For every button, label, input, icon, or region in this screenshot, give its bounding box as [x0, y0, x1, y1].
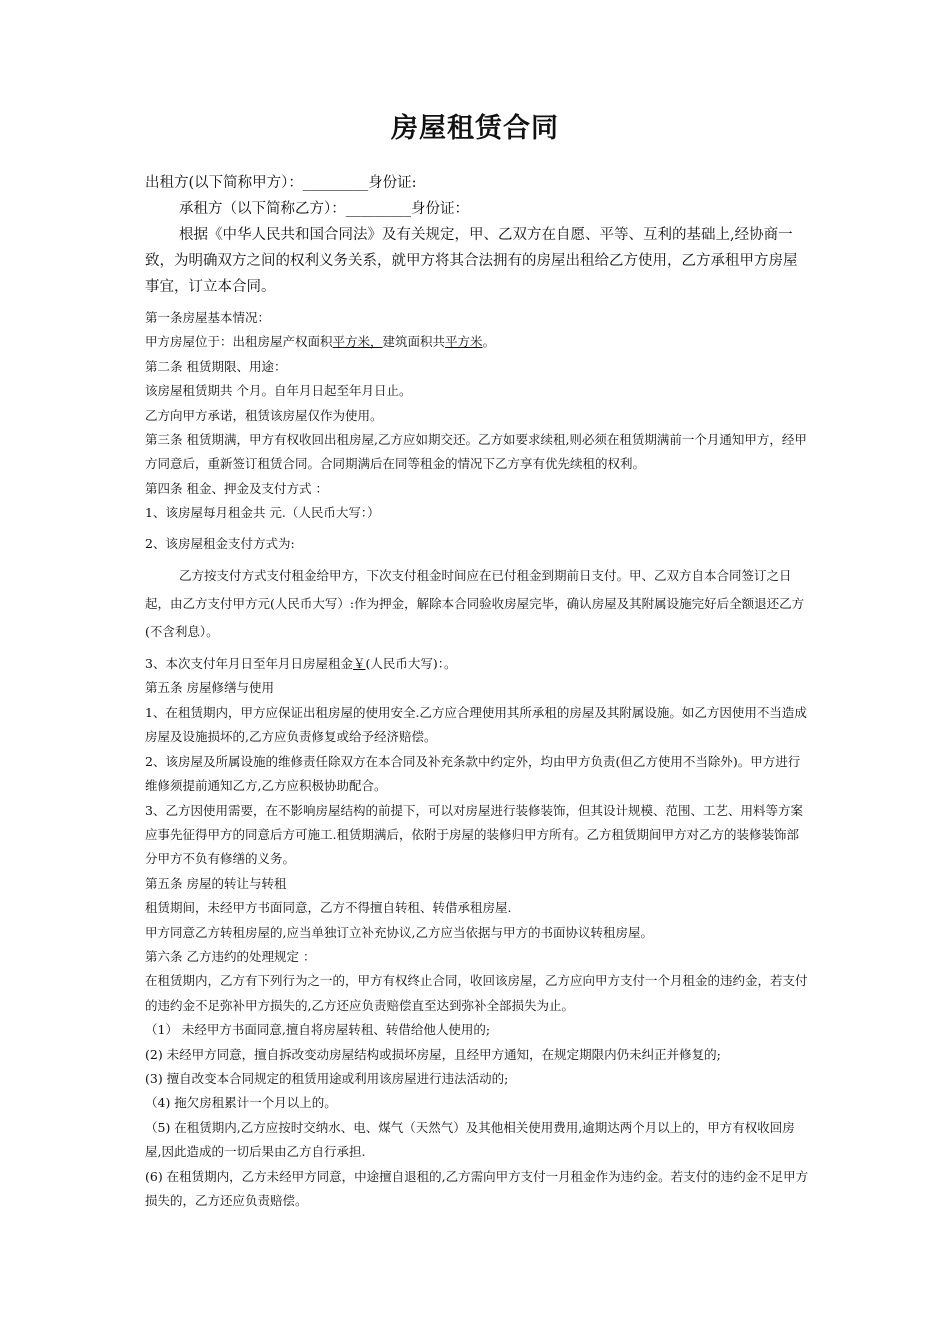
article-6-title: 第六条 乙方违约的处理规定 ：: [145, 948, 316, 964]
article-4-item-1: 1、该房屋每月租金共 元.（人民币大写：）: [145, 505, 380, 521]
article-5-title: 第五条 房屋修缮与使用: [145, 680, 274, 696]
document-body: [145, 170, 810, 1213]
article-6-paragraph: 在租赁期内，乙方有下列行为之一的，甲方有权终止合同，收回该房屋，乙方应向甲方支付一个月租金的违约金，若支付的违约金不足弥补甲方损失的,乙方还应负责赔偿直至达到弥补全部损失为止。: [145, 973, 808, 1013]
article-5b-item-2: 甲方同意乙方转租房屋的,应当单独订立补充协议,乙方应当依据与甲方的书面协议转租房屋。: [145, 924, 653, 940]
article-4-item-3-text-a: 3、本次支付年月日至年月日房屋租金: [145, 656, 353, 672]
article-6-item-4: （4) 拖欠房租累计一个月以上的。: [145, 1095, 337, 1111]
article-5-item-2: 2、该房屋及所属设施的维修责任除双方在本合同及补充条款中约定外，均由甲方负责(但乙方使用不当除外)。甲方进行维修须提前通知乙方,乙方应积极协助配合。: [145, 753, 801, 794]
document-title: 房屋租赁合同: [391, 113, 559, 144]
article-2-use: 乙方向甲方承诺，租赁该房屋仅作为使用。: [145, 407, 383, 423]
article-4-item-2: 2、该房屋租金支付方式为:: [145, 535, 295, 551]
yuan-symbol: ￥: [352, 656, 366, 672]
preamble-paragraph: 根据《中华人民共和国合同法》及有关规定，甲、乙双方在自愿、平等、互利的基础上,经协商一致，为明确双方之间的权利义务关系，就甲方将其合法拥有的房屋出租给乙方使用，乙方承租甲方房屋事宜，订立本合同。: [145, 227, 798, 295]
article-6-item-6: (6) 在租赁期内，乙方未经甲方同意，中途擅自退租的,乙方需向甲方支付一月租金作为违约金。若支付的违约金不足甲方损失的，乙方还应负责赔偿。: [145, 1168, 809, 1208]
article-1-line: [145, 330, 810, 354]
lessee-line: 承租方（以下简称乙方）：_________身份证：: [179, 201, 469, 217]
article-4-item-3: [145, 652, 810, 676]
article-6-item-1: （1） 未经甲方书面同意,擅自将房屋转租、转借给他人使用的;: [145, 1022, 491, 1038]
article-4-payment-paragraph: 乙方按支付方式支付租金给甲方，下次支付租金时间应在已付租金到期前日支付。甲、乙双方自本合同签订之日起，由乙方支付甲方元(人民币大写）:作为押金，解除本合同验收房屋完毕，确认房屋及其附属设施完好后全额退还乙方(不含利息）。: [145, 568, 805, 640]
article-1-text-a: 甲方房屋位于：出租房屋产权面积: [145, 334, 333, 350]
article-6-item-5: （5) 在租赁期内,乙方应按时交纳水、电、煤气（天然气）及其他相关使用费用,逾期达两个月以上的，甲方有权收回房屋,因此造成的一切后果由乙方自行承担.: [145, 1119, 795, 1160]
article-1-text-b: 建筑面积共: [382, 334, 446, 350]
article-5b-title: 第五条 房屋的转让与转租: [145, 875, 287, 891]
article-2-title: 第二条 租赁期限、用途：: [145, 358, 287, 374]
article-6-item-2: (2) 未经甲方同意，擅自拆改变动房屋结构或损坏房屋，且经甲方通知，在规定期限内仍未纠正并修复的;: [145, 1046, 721, 1062]
article-3-paragraph: 第三条 租赁期满，甲方有权收回出租房屋,乙方应如期交还。乙方如要求续租,则必须在租赁期满前一个月通知甲方，经甲方同意后，重新签订租赁合同。合同期满后在同等租金的情况下乙方享有优先续租的权利。: [145, 432, 807, 472]
article-1-underline-2: 平方米: [445, 334, 483, 350]
article-4-title: 第四条 租金、押金及支付方式 ：: [145, 480, 328, 496]
article-1-title: 第一条房屋基本情况：: [145, 310, 271, 325]
article-1-underline-1: 平方米，: [332, 334, 383, 350]
article-5b-item-1: 租赁期间，未经甲方书面同意，乙方不得擅自转租、转借承租房屋.: [145, 900, 512, 916]
article-4-item-3-text-b: (人民币大写)：。: [365, 656, 457, 672]
article-5-item-1: 1、在租赁期内，甲方应保证出租房屋的使用安全.乙方应合理使用其所承租的房屋及其附属设施。如乙方因使用不当造成房屋及设施损坏的,乙方应负责修复或给予经济赔偿。: [145, 704, 807, 745]
article-6-item-3: (3) 擅自改变本合同规定的租赁用途或利用该房屋进行违法活动的;: [145, 1070, 509, 1086]
article-2-term: 该房屋租赁期共 个月。自年月日起至年月日止。: [145, 383, 412, 399]
article-5-item-3: 3、乙方因使用需要，在不影响房屋结构的前提下，可以对房屋进行装修装饰，但其设计规模、范围、工艺、用料等方案应事先征得甲方的同意后方可施工.租赁期满后，依附于房屋的装修归甲方所有。乙方租赁期间甲方对乙方的装修装饰部分甲方不负有修缮的义务。: [145, 802, 803, 867]
article-1-text-c: 。: [482, 334, 496, 350]
lessor-line: 出租方(以下简称甲方）：_________身份证:: [145, 175, 417, 191]
